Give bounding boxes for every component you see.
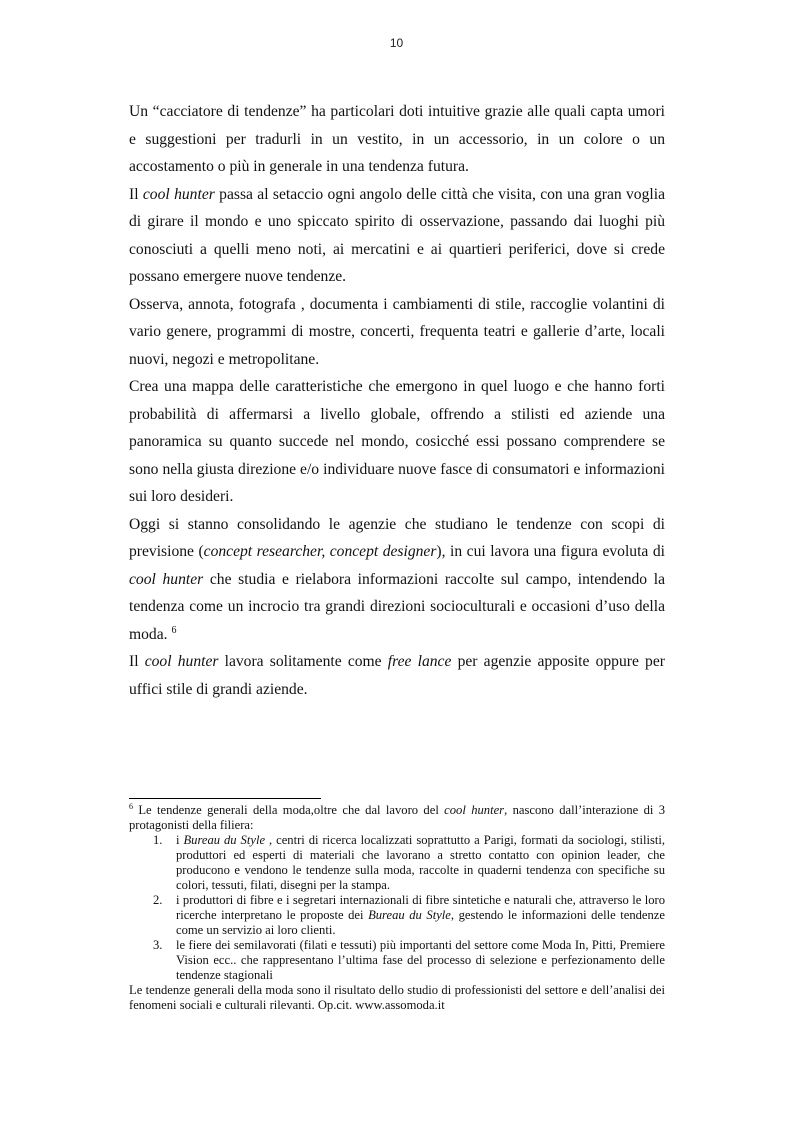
footnote-list [129, 833, 665, 983]
italic-term: cool hunter [444, 803, 505, 817]
text-span: che studia e rielabora informazioni raccolte sul campo, intendendo la tendenza come un incrocio tra grandi direzioni socioculturali e occasioni d’uso della moda. [129, 570, 665, 643]
text-span: i [176, 833, 184, 847]
footnote-list-item [129, 938, 665, 983]
list-number: 2. [153, 893, 163, 907]
list-number: 3. [153, 938, 163, 952]
text-span: , gestendo le informazioni delle tendenze come un servizio ai loro clienti. [176, 908, 665, 937]
paragraph-3: Osserva, annota, fotografa , documenta i cambiamenti di stile, raccoglie volantini di vario genere, programmi di mostre, concerti, frequenta teatri e gallerie d’arte, locali nuovi, negozi e metropolitane. [129, 295, 665, 368]
text-span: i produttori di fibre e i segretari internazionali di fibre sintetiche e naturali che, attraverso le loro ricerche interpretano le proposte dei [176, 893, 665, 922]
italic-term: cool hunter [144, 653, 219, 670]
main-text [129, 98, 665, 703]
text-span: , centri di ricerca localizzati soprattutto a Parigi, formati da sociologi, stilisti, produttori ed esperti di materiali che lavorano a stretto contatto con opinion leader, che producono e vendono le tendenze sulla moda, raccolte in quaderni tendenza con specifiche su colori, tessuti, filati, disegni per la stampa. [176, 833, 665, 892]
text-span: ), in cui lavora una figura evoluta di [436, 543, 665, 560]
italic-term: cool hunter [129, 570, 204, 588]
italic-term: concept researcher, concept designer [203, 543, 437, 560]
text-span: Il [129, 653, 145, 670]
paragraph-2 [129, 181, 665, 291]
paragraph-4: Crea una mappa delle caratteristiche che emergono in quel luogo e che hanno forti probabilità di affermarsi a livello globale, offrendo a stilisti ed aziende una panoramica su quanto succede nel mondo, cosicché essi possano comprendere se sono nella giusta direzione e/o individuare nuove fasce di consumatori e informazioni sui loro desideri. [129, 378, 665, 505]
italic-term: cool hunter [142, 185, 215, 203]
paragraph-6 [129, 648, 665, 703]
text-span: Il [129, 185, 143, 203]
footnote-separator [129, 798, 321, 799]
italic-term: Bureau du Style [368, 908, 451, 922]
italic-term: Bureau du Style [183, 833, 266, 847]
footnote-closing: Le tendenze generali della moda sono il risultato dello studio di professionisti del settore e dell’analisi dei fenomeni sociali e culturali rilevanti. Op.cit. www.assomoda.it [129, 983, 665, 1012]
footnote [129, 803, 665, 1013]
list-number: 1. [153, 833, 163, 847]
text-span: Oggi si stanno consolidando le agenzie che studiano le tendenze con scopi di previsione ( [129, 515, 665, 560]
text-span: per agenzie apposite oppure per uffici stile di grandi aziende. [129, 653, 665, 698]
text-span: passa al setaccio ogni angolo delle città che visita, con una gran voglia di girare il mondo e uno spiccato spirito di osservazione, passando dai luoghi più conosciuti a quelli meno noti, ai mercatini e ai quartieri periferici, dove si crede possano emergere nuove tendenze. [129, 185, 665, 285]
footnote-list-item [129, 893, 665, 938]
paragraph-5 [129, 511, 665, 649]
footnote-marker: 6 [129, 801, 133, 811]
text-span: lavora solitamente come [218, 653, 388, 670]
text-span: le fiere dei semilavorati (filati e tessuti) più importanti del settore come Moda In, Pitti, Premiere Vision ecc.. che rappresentano l’ultima fase del processo di selezione e perfezionamento delle tendenze stagionali [176, 938, 665, 982]
text-span: , nascono dall’interazione di 3 protagonisti della filiera: [129, 803, 666, 832]
page-number: 10 [389, 36, 404, 50]
italic-term: free lance [387, 653, 452, 670]
text-span: Le tendenze generali della moda,oltre che dal lavoro del [133, 803, 445, 817]
footnote-reference[interactable]: 6 [171, 624, 177, 636]
footnote-list-item [129, 833, 665, 893]
paragraph-1: Un “cacciatore di tendenze” ha particolari doti intuitive grazie alle quali capta umori e suggestioni per tradurli in un vestito, in un accessorio, in un colore o un accostamento o più in generale in una tendenza futura. [129, 103, 665, 175]
footnote-intro [129, 803, 665, 833]
